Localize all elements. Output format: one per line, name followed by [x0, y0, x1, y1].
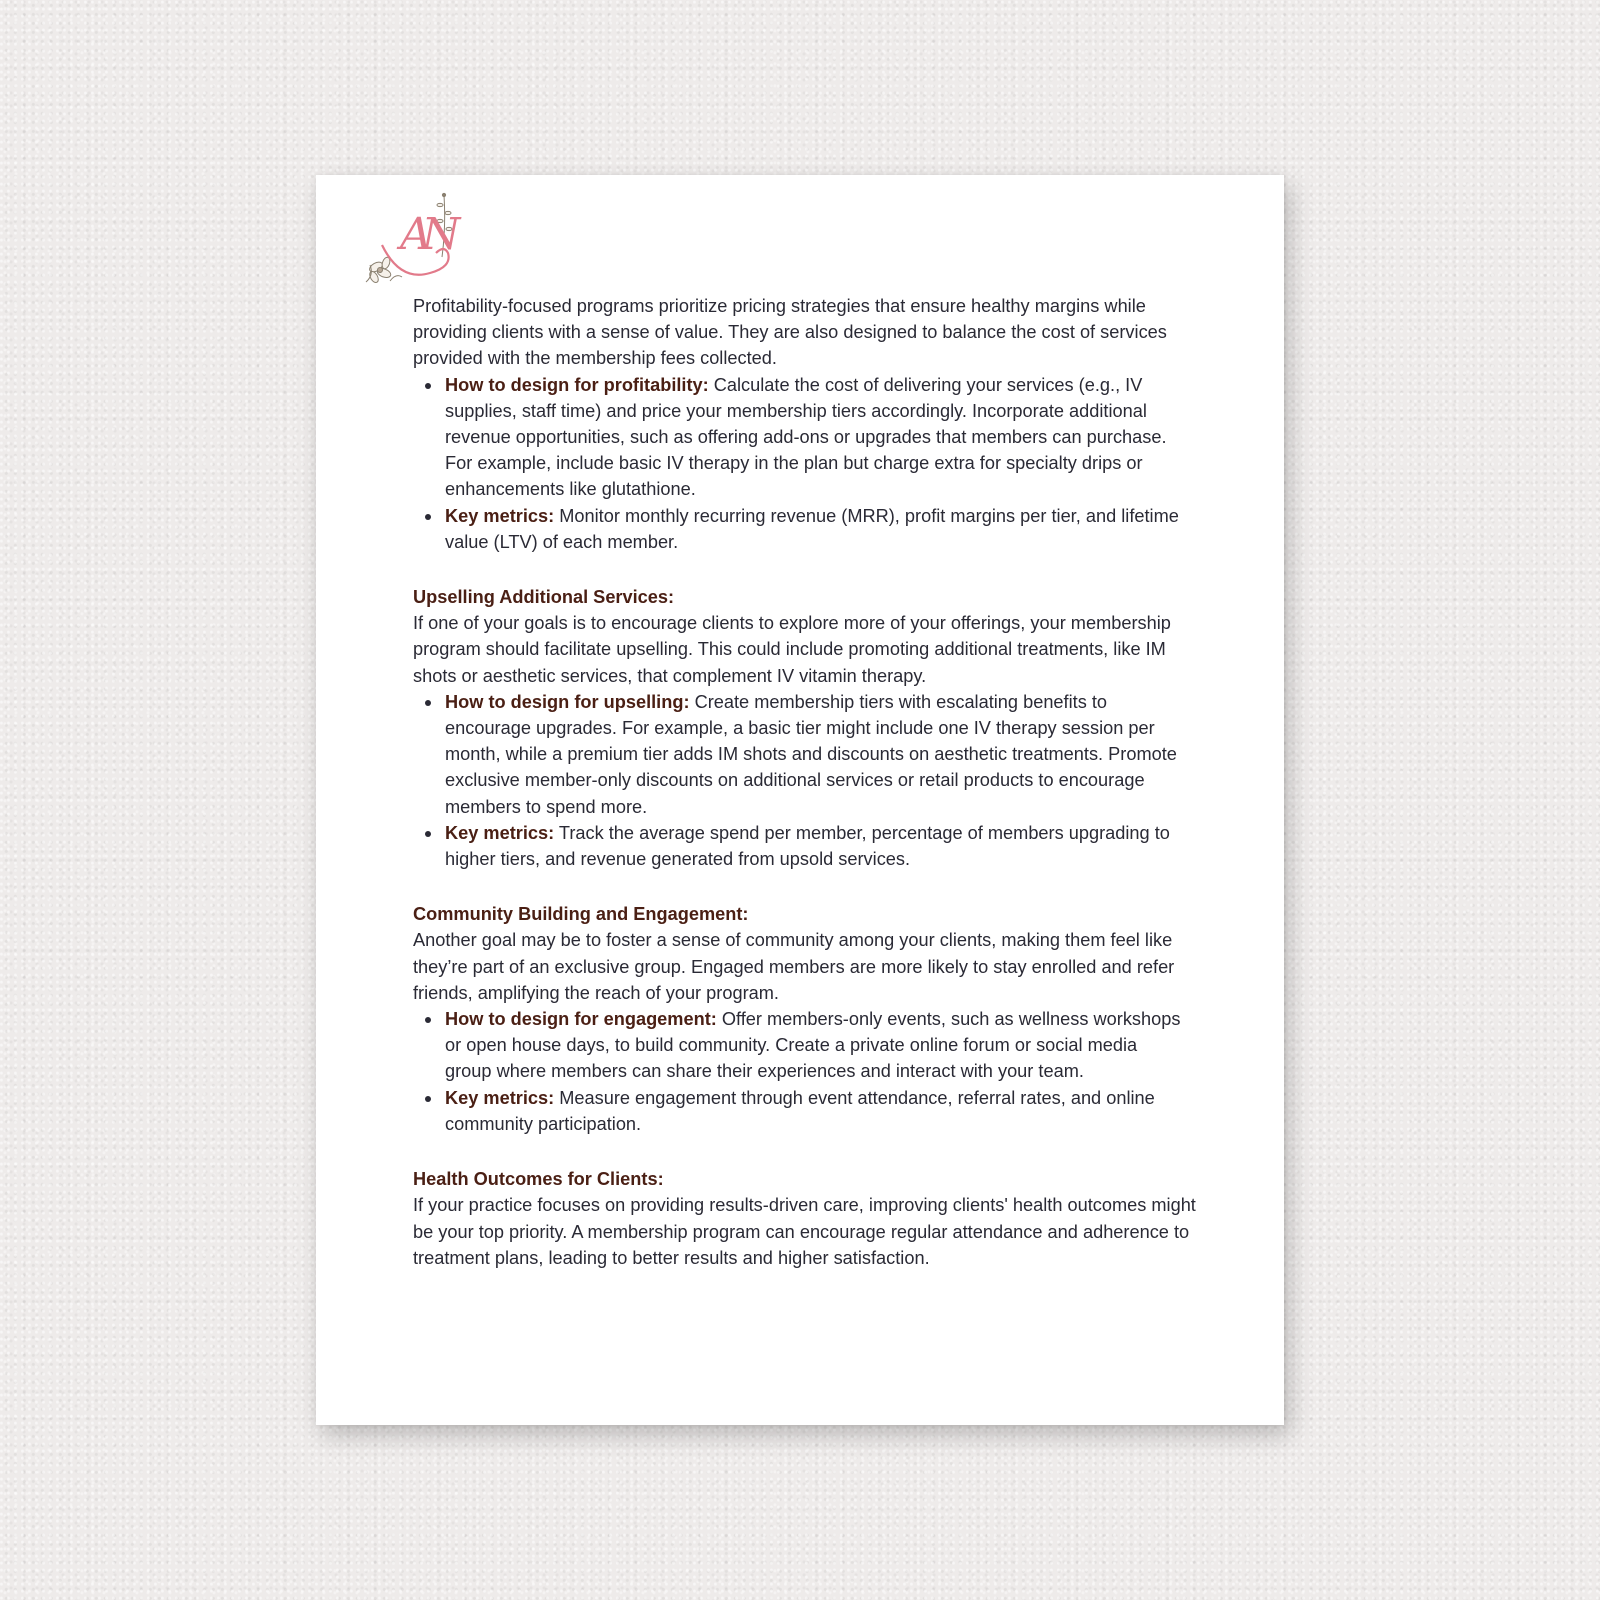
- bullet-text: Monitor monthly recurring revenue (MRR), profit margins per tier, and lifetime value (LTV) of each member.: [445, 505, 1179, 552]
- document-page: [316, 175, 1284, 1425]
- bullet-label: How to design for profitability:: [445, 374, 709, 395]
- section-heading-community: Community Building and Engagement:: [413, 904, 749, 925]
- bullet-label: Key metrics:: [445, 1087, 555, 1108]
- upselling-bullet-list: [413, 689, 1203, 872]
- bullet-text: Measure engagement through event attendance, referral rates, and online community participation.: [445, 1087, 1155, 1134]
- bullet-label: Key metrics:: [445, 822, 555, 843]
- bullet-text: Create membership tiers with escalating benefits to encourage upgrades. For example, a basic tier might include one IV therapy session per month, while a premium tier adds IM shots and discounts on aesthetic treatments. Promote exclusive member-only discounts on additional services or retail products to encourage members to spend more.: [445, 691, 1177, 817]
- list-item: [445, 1006, 1203, 1085]
- community-bullet-list: [413, 1006, 1203, 1137]
- bullet-label: How to design for upselling:: [445, 691, 690, 712]
- list-item: [445, 820, 1203, 872]
- flower-icon: [366, 256, 402, 284]
- section-heading-upselling: Upselling Additional Services:: [413, 587, 675, 608]
- document-body: [413, 293, 1203, 1271]
- monogram-logo: [360, 187, 470, 292]
- section-heading-health: Health Outcomes for Clients:: [413, 1169, 664, 1190]
- section-paragraph-upselling: If one of your goals is to encourage clients to explore more of your offerings, your membership program should facilitate upselling. This could include promoting additional treatments, like IM shots or aesthetic services, that complement IV vitamin therapy.: [413, 613, 1171, 686]
- list-item: [445, 1085, 1203, 1137]
- bullet-text: Offer members-only events, such as wellness workshops or open house days, to build community. Create a private online forum or social media group where members can share their experiences and interact with your team.: [445, 1009, 1181, 1082]
- section-paragraph-community: Another goal may be to foster a sense of community among your clients, making them feel like they’re part of an exclusive group. Engaged members are more likely to stay enrolled and refer friends, amplifying the reach of your program.: [413, 930, 1175, 1003]
- bullet-label: How to design for engagement:: [445, 1009, 717, 1030]
- intro-paragraph: Profitability-focused programs prioritize pricing strategies that ensure healthy margins while providing clients with a sense of value. They are also designed to balance the cost of services provided with the membership fees collected.: [413, 296, 1167, 369]
- svg-text:AN: AN: [400, 209, 451, 260]
- bullet-text: Track the average spend per member, percentage of members upgrading to higher tiers, and revenue generated from upsold services.: [445, 822, 1170, 870]
- list-item: [445, 503, 1203, 555]
- bullet-label: Key metrics:: [445, 505, 555, 526]
- list-item: [445, 689, 1203, 820]
- intro-bullet-list: [413, 372, 1203, 555]
- bullet-text: Calculate the cost of delivering your services (e.g., IV supplies, staff time) and price your membership tiers accordingly. Incorporate additional revenue opportunities, such as offering add-ons or upgrades that members can purchase. For example, include basic IV therapy in the plan but charge extra for specialty drips or enhancements like glutathione.: [445, 374, 1167, 500]
- list-item: [445, 372, 1203, 503]
- section-paragraph-health: If your practice focuses on providing results-driven care, improving clients' health outcomes might be your top priority. A membership program can encourage regular attendance and adherence to treatment plans, leading to better results and higher satisfaction.: [413, 1195, 1196, 1268]
